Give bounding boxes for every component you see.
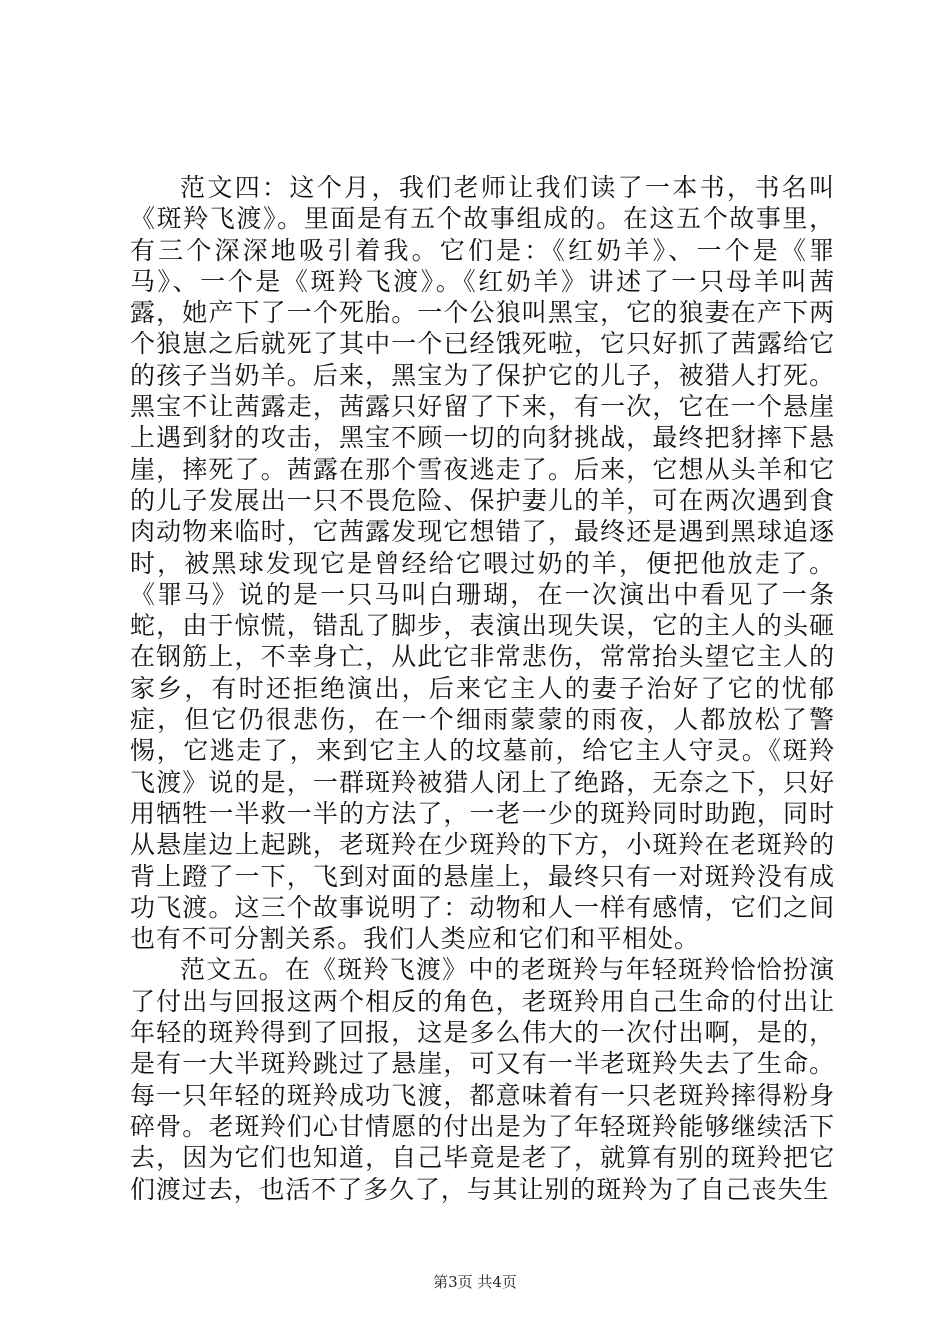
body-text (130, 172, 835, 1205)
paragraph-essay-four: 范文四：这个月，我们老师让我们读了一本书，书名叫《斑羚飞渡》。里面是有五个故事组成的。在这五个故事里，有三个深深地吸引着我。它们是：《红奶羊》、一个是《罪马》、一个是《斑羚飞渡》。《红奶羊》讲述了一只母羊叫茜露，她产下了一个死胎。一个公狼叫黑宝，它的狼妻在产下两个狼崽之后就死了其中一个已经饿死啦，它只好抓了茜露给它的孩子当奶羊。后来，黑宝为了保护它的儿子，被猎人打死。黑宝不让茜露走，茜露只好留了下来，有一次，它在一个悬崖上遇到豺的攻击，黑宝不顾一切的向豺挑战，最终把豺摔下悬崖，摔死了。茜露在那个雪夜逃走了。后来，它想从头羊和它的儿子发展出一只不畏危险、保护妻儿的羊，可在两次遇到食肉动物来临时，它茜露发现它想错了，最终还是遇到黑球追逐时，被黑球发现它是曾经给它喂过奶的羊，便把他放走了。《罪马》说的是一只马叫白珊瑚，在一次演出中看见了一条蛇，由于惊慌，错乱了脚步，表演出现失误，它的主人的头砸在钢筋上，不幸身亡，从此它非常悲伤，常常抬头望它主人的家乡，有时还拒绝演出，后来它主人的妻子治好了它的忧郁症，但它仍很悲伤，在一个细雨蒙蒙的雨夜，人都放松了警惕，它逃走了，来到它主人的坟墓前，给它主人守灵。《斑羚飞渡》说的是，一群斑羚被猎人闭上了绝路，无奈之下，只好用牺牲一半救一半的方法了，一老一少的斑羚同时助跑，同时从悬崖边上起跳，老斑羚在少斑羚的下方，小斑羚在老斑羚的背上蹬了一下，飞到对面的悬崖上，最终只有一对斑羚没有成功飞渡。这三个故事说明了：动物和人一样有感情，它们之间也有不可分割关系。我们人类应和它们和平相处。 (130, 173, 835, 954)
paragraph-essay-five: 范文五。在《斑羚飞渡》中的老斑羚与年轻斑羚恰恰扮演了付出与回报这两个相反的角色，老斑羚用自己生命的付出让年轻的斑羚得到了回报，这是多么伟大的一次付出啊，是的，是有一大半斑羚跳过了悬崖，可又有一半老斑羚失去了生命。每一只年轻的斑羚成功飞渡，都意味着有一只老斑羚摔得粉身碎骨。老斑羚们心甘情愿的付出是为了年轻斑羚能够继续活下去，因为它们也知道，自己毕竟是老了，就算有别的斑羚把它们渡过去，也活不了多久了，与其让别的斑羚为了自己丧失生 (130, 955, 835, 1204)
page-footer: 第3页 共4页 (433, 1273, 517, 1291)
